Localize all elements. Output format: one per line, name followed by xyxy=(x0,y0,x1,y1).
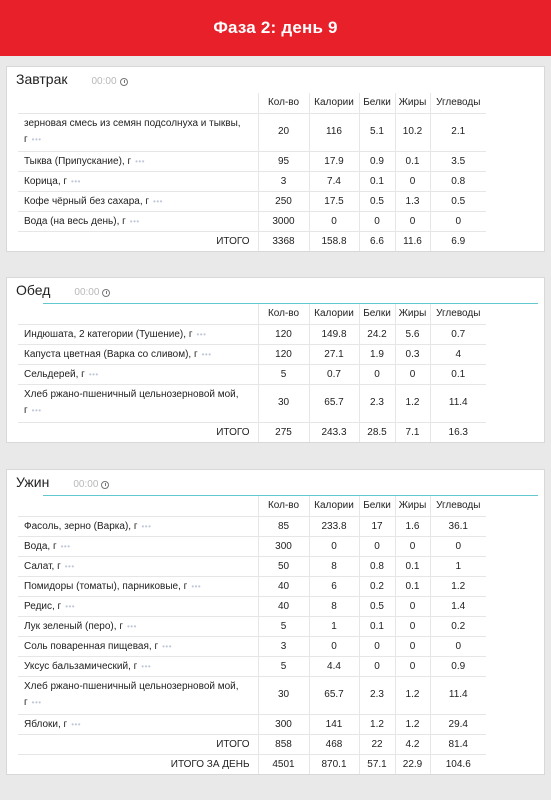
food-name: Салат, г xyxy=(24,560,61,572)
food-name-cell xyxy=(18,211,258,231)
food-value: 0 xyxy=(309,211,359,231)
column-header-name xyxy=(18,496,258,516)
food-row[interactable] xyxy=(18,191,486,211)
food-value: 11.4 xyxy=(430,384,486,422)
column-header: Углеводы xyxy=(430,496,486,516)
column-header: Углеводы xyxy=(430,304,486,324)
meal-time[interactable] xyxy=(74,287,110,298)
total-value: 158.8 xyxy=(309,231,359,251)
food-value: 116 xyxy=(309,113,359,151)
more-options-icon[interactable]: ••• xyxy=(126,621,137,631)
food-name-cell xyxy=(18,714,258,734)
food-name-cell xyxy=(18,596,258,616)
food-value: 0.5 xyxy=(359,191,395,211)
food-row[interactable] xyxy=(18,171,486,191)
food-value: 1.2 xyxy=(430,576,486,596)
food-value: 300 xyxy=(258,536,309,556)
column-header: Жиры xyxy=(395,93,430,113)
food-value: 17.9 xyxy=(309,151,359,171)
day-total-value: 57.1 xyxy=(359,754,395,774)
column-header-name xyxy=(18,93,258,113)
food-value: 5 xyxy=(258,616,309,636)
food-value: 1.2 xyxy=(359,714,395,734)
food-value: 2.3 xyxy=(359,676,395,714)
food-value: 5.1 xyxy=(359,113,395,151)
clock-icon[interactable] xyxy=(102,289,110,297)
food-value: 0.7 xyxy=(309,364,359,384)
food-value: 0.8 xyxy=(430,171,486,191)
total-row xyxy=(18,734,486,754)
food-name-cell xyxy=(18,113,258,151)
food-value: 5 xyxy=(258,656,309,676)
more-options-icon[interactable]: ••• xyxy=(60,541,71,551)
food-value: 0.1 xyxy=(359,616,395,636)
food-value: 17.5 xyxy=(309,191,359,211)
food-name: Лук зеленый (перо), г xyxy=(24,620,123,632)
food-name-cell xyxy=(18,516,258,536)
food-value: 1.3 xyxy=(395,191,430,211)
food-row[interactable] xyxy=(18,596,486,616)
food-name: Фасоль, зерно (Варка), г xyxy=(24,520,138,532)
column-header: Кол-во xyxy=(258,496,309,516)
food-value: 6 xyxy=(309,576,359,596)
more-options-icon[interactable]: ••• xyxy=(162,641,173,651)
clock-icon[interactable] xyxy=(120,78,128,86)
day-total-value: 870.1 xyxy=(309,754,359,774)
food-value: 0.5 xyxy=(359,596,395,616)
food-value: 3.5 xyxy=(430,151,486,171)
more-options-icon[interactable]: ••• xyxy=(64,561,75,571)
food-value: 0 xyxy=(359,211,395,231)
food-value: 29.4 xyxy=(430,714,486,734)
food-value: 10.2 xyxy=(395,113,430,151)
meal-title: Завтрак xyxy=(16,71,68,87)
food-name: Кофе чёрный без сахара, г xyxy=(24,195,150,207)
column-header: Белки xyxy=(359,93,395,113)
food-value: 0.5 xyxy=(430,191,486,211)
day-total-value: 104.6 xyxy=(430,754,486,774)
total-value: 4.2 xyxy=(395,734,430,754)
page-title: Фаза 2: день 9 xyxy=(213,18,338,37)
food-name-cell xyxy=(18,576,258,596)
food-name: Корица, г xyxy=(24,175,68,187)
food-name: зерновая смесь из семян подсолнуха и тыквы, г xyxy=(24,118,241,145)
food-name-cell xyxy=(18,556,258,576)
food-row[interactable] xyxy=(18,636,486,656)
food-value: 120 xyxy=(258,324,309,344)
more-options-icon[interactable]: ••• xyxy=(196,329,207,339)
food-value: 0 xyxy=(395,364,430,384)
meal-table xyxy=(18,496,486,774)
food-name: Тыква (Припускание), г xyxy=(24,155,132,167)
food-name-cell xyxy=(18,384,258,422)
total-value: 6.9 xyxy=(430,231,486,251)
more-options-icon[interactable]: ••• xyxy=(201,349,212,359)
more-options-icon[interactable]: ••• xyxy=(71,719,82,729)
food-value: 1.4 xyxy=(430,596,486,616)
day-total-row xyxy=(18,754,486,774)
food-value: 65.7 xyxy=(309,384,359,422)
food-value: 149.8 xyxy=(309,324,359,344)
food-value: 1 xyxy=(309,616,359,636)
total-value: 16.3 xyxy=(430,422,486,442)
food-value: 0 xyxy=(309,536,359,556)
food-name-cell xyxy=(18,324,258,344)
food-value: 40 xyxy=(258,596,309,616)
total-value: 22 xyxy=(359,734,395,754)
food-name-cell xyxy=(18,171,258,191)
column-header: Калории xyxy=(309,93,359,113)
food-value: 0.9 xyxy=(359,151,395,171)
food-value: 0 xyxy=(395,616,430,636)
meal-table xyxy=(18,93,486,251)
total-value: 275 xyxy=(258,422,309,442)
food-name-cell xyxy=(18,656,258,676)
food-row[interactable] xyxy=(18,616,486,636)
food-value: 0.1 xyxy=(395,576,430,596)
food-name: Хлеб ржано-пшеничный цельнозерновой мой, г xyxy=(24,389,239,416)
food-value: 250 xyxy=(258,191,309,211)
food-value: 11.4 xyxy=(430,676,486,714)
food-value: 0 xyxy=(395,536,430,556)
food-row[interactable] xyxy=(18,324,486,344)
food-name: Яблоки, г xyxy=(24,718,68,730)
total-value: 11.6 xyxy=(395,231,430,251)
food-value: 300 xyxy=(258,714,309,734)
food-value: 0 xyxy=(430,636,486,656)
more-options-icon[interactable]: ••• xyxy=(135,156,146,166)
table-header-row xyxy=(18,304,486,324)
total-row xyxy=(18,231,486,251)
food-row[interactable] xyxy=(18,211,486,231)
meal-divider xyxy=(43,303,538,304)
food-name-cell xyxy=(18,536,258,556)
food-value: 4 xyxy=(430,344,486,364)
total-label: ИТОГО xyxy=(18,734,258,754)
food-value: 0.2 xyxy=(359,576,395,596)
food-name: Вода (на весь день), г xyxy=(24,215,126,227)
food-value: 50 xyxy=(258,556,309,576)
food-value: 1.6 xyxy=(395,516,430,536)
food-value: 65.7 xyxy=(309,676,359,714)
more-options-icon[interactable]: ••• xyxy=(191,581,202,591)
food-value: 0.7 xyxy=(430,324,486,344)
food-value: 0 xyxy=(359,636,395,656)
more-options-icon[interactable]: ••• xyxy=(65,601,76,611)
table-header-row xyxy=(18,93,486,113)
page-header xyxy=(0,0,551,56)
column-header: Жиры xyxy=(395,304,430,324)
food-value: 3 xyxy=(258,636,309,656)
food-value: 30 xyxy=(258,676,309,714)
column-header: Жиры xyxy=(395,496,430,516)
food-value: 40 xyxy=(258,576,309,596)
food-value: 0.1 xyxy=(430,364,486,384)
meal-title: Ужин xyxy=(16,474,50,490)
more-options-icon[interactable]: ••• xyxy=(71,176,81,186)
food-row[interactable] xyxy=(18,576,486,596)
column-header: Кол-во xyxy=(258,304,309,324)
column-header: Кол-во xyxy=(258,93,309,113)
food-value: 8 xyxy=(309,556,359,576)
food-name-cell xyxy=(18,676,258,714)
food-row[interactable] xyxy=(18,364,486,384)
food-row[interactable] xyxy=(18,676,486,714)
meal-table xyxy=(18,304,486,442)
food-value: 1.2 xyxy=(395,714,430,734)
day-total-value: 4501 xyxy=(258,754,309,774)
total-value: 243.3 xyxy=(309,422,359,442)
total-value: 6.6 xyxy=(359,231,395,251)
total-value: 28.5 xyxy=(359,422,395,442)
food-name: Уксус бальзамический, г xyxy=(24,660,138,672)
day-total-label: ИТОГО ЗА ДЕНЬ xyxy=(18,754,258,774)
total-label: ИТОГО xyxy=(18,422,258,442)
food-row[interactable] xyxy=(18,151,486,171)
food-name: Вода, г xyxy=(24,540,57,552)
food-row[interactable] xyxy=(18,714,486,734)
total-value: 7.1 xyxy=(395,422,430,442)
meal-time-value: 00:00 xyxy=(91,76,117,87)
food-value: 5.6 xyxy=(395,324,430,344)
more-options-icon[interactable]: ••• xyxy=(141,661,152,671)
food-value: 120 xyxy=(258,344,309,364)
food-value: 233.8 xyxy=(309,516,359,536)
food-value: 24.2 xyxy=(359,324,395,344)
food-value: 0 xyxy=(359,536,395,556)
total-value: 858 xyxy=(258,734,309,754)
food-row[interactable] xyxy=(18,344,486,364)
more-options-icon[interactable]: ••• xyxy=(31,698,42,707)
food-name-cell xyxy=(18,151,258,171)
column-header: Углеводы xyxy=(430,93,486,113)
food-name: Соль поваренная пищевая, г xyxy=(24,640,159,652)
food-name: Сельдерей, г xyxy=(24,368,85,380)
food-value: 0 xyxy=(395,211,430,231)
meal-time[interactable] xyxy=(91,76,127,87)
food-value: 8 xyxy=(309,596,359,616)
food-value: 0 xyxy=(309,636,359,656)
more-options-icon[interactable]: ••• xyxy=(31,135,42,144)
food-name: Редис, г xyxy=(24,600,62,612)
food-name: Хлеб ржано-пшеничный цельнозерновой мой, г xyxy=(24,681,239,708)
meal-header xyxy=(7,470,544,496)
meal-card xyxy=(6,277,545,443)
food-value: 0 xyxy=(430,536,486,556)
food-name: Индюшата, 2 категории (Тушение), г xyxy=(24,328,193,340)
food-name: Помидоры (томаты), парниковые, г xyxy=(24,580,188,592)
food-value: 1 xyxy=(430,556,486,576)
total-value: 81.4 xyxy=(430,734,486,754)
meal-header xyxy=(7,278,544,304)
food-row[interactable] xyxy=(18,556,486,576)
column-header: Калории xyxy=(309,496,359,516)
food-row[interactable] xyxy=(18,536,486,556)
food-value: 20 xyxy=(258,113,309,151)
food-row[interactable] xyxy=(18,113,486,151)
food-value: 0.2 xyxy=(430,616,486,636)
food-value: 0 xyxy=(359,364,395,384)
food-value: 0 xyxy=(395,596,430,616)
food-name-cell xyxy=(18,636,258,656)
more-options-icon[interactable]: ••• xyxy=(141,521,152,531)
food-value: 0 xyxy=(395,636,430,656)
food-value: 3000 xyxy=(258,211,309,231)
food-value: 0.9 xyxy=(430,656,486,676)
food-value: 0.1 xyxy=(395,556,430,576)
clock-icon[interactable] xyxy=(101,481,109,489)
column-header: Калории xyxy=(309,304,359,324)
column-header: Белки xyxy=(359,496,395,516)
total-value: 468 xyxy=(309,734,359,754)
meal-card xyxy=(6,469,545,775)
food-value: 0 xyxy=(430,211,486,231)
food-value: 5 xyxy=(258,364,309,384)
food-value: 2.1 xyxy=(430,113,486,151)
total-row xyxy=(18,422,486,442)
food-value: 0.1 xyxy=(395,151,430,171)
meal-time-value: 00:00 xyxy=(74,287,100,298)
more-options-icon[interactable]: ••• xyxy=(129,216,140,226)
food-value: 1.2 xyxy=(395,384,430,422)
food-value: 4.4 xyxy=(309,656,359,676)
food-name: Капуста цветная (Варка со сливом), г xyxy=(24,348,198,360)
meal-time[interactable] xyxy=(73,479,109,490)
food-value: 0.8 xyxy=(359,556,395,576)
food-value: 3 xyxy=(258,171,309,191)
meal-time-value: 00:00 xyxy=(73,479,99,490)
food-value: 0 xyxy=(359,656,395,676)
food-value: 0 xyxy=(395,171,430,191)
food-row[interactable] xyxy=(18,656,486,676)
column-header: Белки xyxy=(359,304,395,324)
food-row[interactable] xyxy=(18,516,486,536)
food-value: 36.1 xyxy=(430,516,486,536)
food-name-cell xyxy=(18,191,258,211)
column-header-name xyxy=(18,304,258,324)
food-value: 1.9 xyxy=(359,344,395,364)
food-name-cell xyxy=(18,364,258,384)
total-value: 3368 xyxy=(258,231,309,251)
day-total-value: 22.9 xyxy=(395,754,430,774)
total-label: ИТОГО xyxy=(18,231,258,251)
meal-title: Обед xyxy=(16,282,51,298)
food-value: 0.3 xyxy=(395,344,430,364)
food-value: 85 xyxy=(258,516,309,536)
food-value: 95 xyxy=(258,151,309,171)
food-row[interactable] xyxy=(18,384,486,422)
more-options-icon[interactable]: ••• xyxy=(31,406,42,415)
food-value: 0 xyxy=(395,656,430,676)
food-value: 0.1 xyxy=(359,171,395,191)
food-name-cell xyxy=(18,344,258,364)
more-options-icon[interactable]: ••• xyxy=(153,196,163,206)
food-value: 1.2 xyxy=(395,676,430,714)
food-value: 27.1 xyxy=(309,344,359,364)
food-value: 2.3 xyxy=(359,384,395,422)
food-value: 141 xyxy=(309,714,359,734)
meal-card xyxy=(6,66,545,252)
food-name-cell xyxy=(18,616,258,636)
meal-header xyxy=(7,67,544,93)
meal-divider xyxy=(43,495,538,496)
more-options-icon[interactable]: ••• xyxy=(88,369,99,379)
food-value: 17 xyxy=(359,516,395,536)
food-value: 7.4 xyxy=(309,171,359,191)
food-value: 30 xyxy=(258,384,309,422)
table-header-row xyxy=(18,496,486,516)
